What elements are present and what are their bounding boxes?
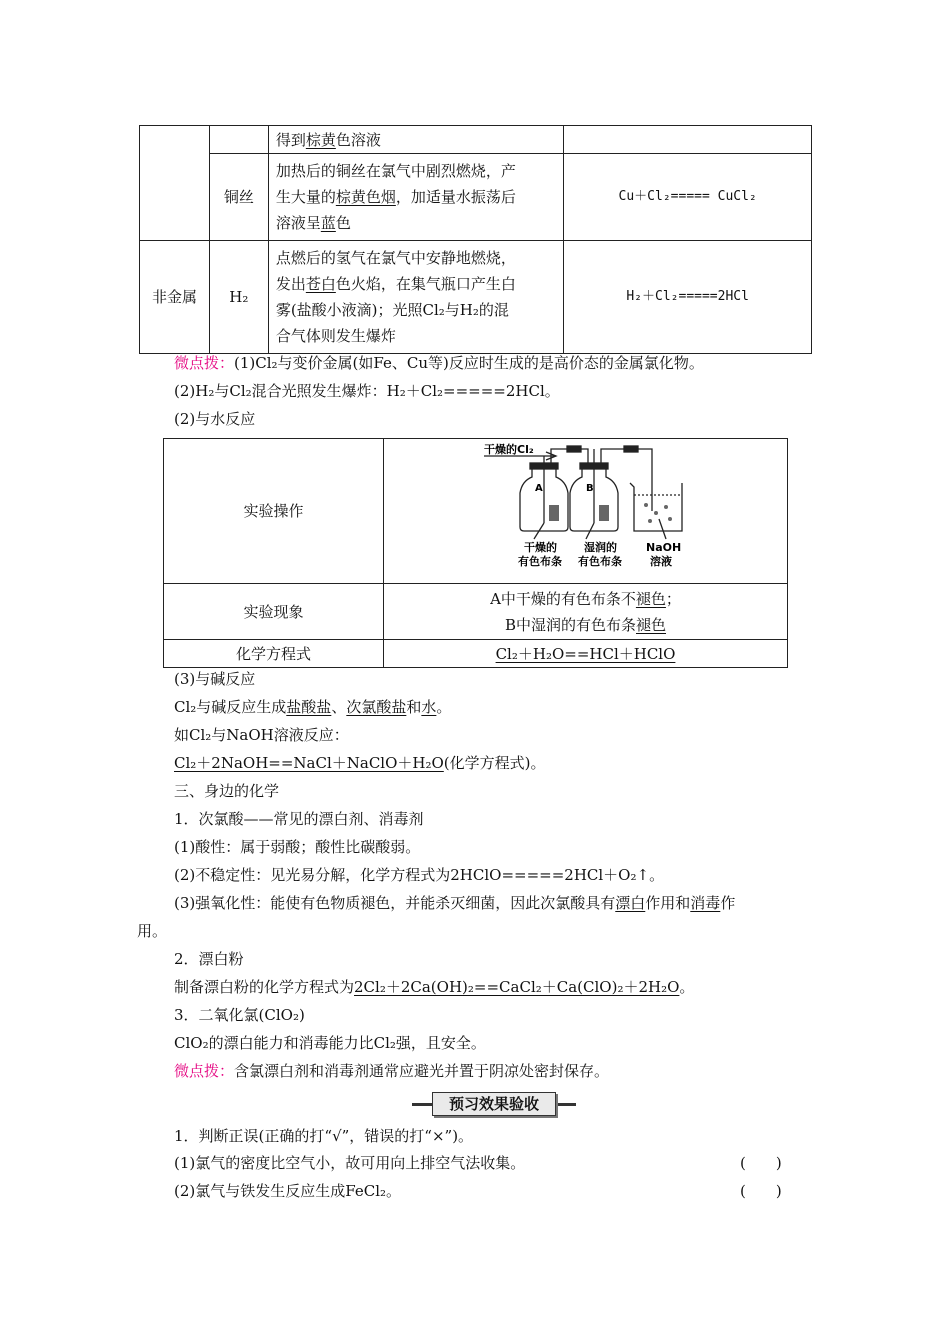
water-heading: (2)与水反应 (174, 410, 256, 428)
banner-title: 预习效果验收 (432, 1092, 556, 1116)
category-cell-nonmetal: 非金属 (140, 241, 210, 354)
reaction-table (139, 125, 812, 354)
op-label-cell: 实验操作 (164, 439, 384, 584)
tip-label: 微点拨： (174, 354, 235, 372)
answer-paren: ( ) (740, 1154, 782, 1172)
bleach-title: 2．漂白粉 (174, 950, 244, 968)
phenomenon-cell-hydrogen (268, 241, 563, 354)
tip-note-3: 微点拨：含氯漂白剂和消毒剂通常应避光并置于阴凉处密封保存。 (174, 1062, 610, 1080)
underlined-answer: 褪色 (635, 589, 666, 608)
hclo-instability: (2)不稳定性：见光易分解，化学方程式为2HClO=====2HCl＋O₂↑。 (174, 866, 665, 884)
underlined-answer: 蓝 (320, 214, 336, 232)
underlined-answer: 2Cl₂＋2Ca(OH)₂==CaCl₂＋Ca(ClO)₂＋2H₂O (354, 978, 680, 996)
wet-cloth-label-1: 湿润的 (584, 541, 617, 554)
underlined-answer: Cl₂＋2NaOH==NaCl＋NaClO＋H₂O (174, 754, 444, 772)
phenomenon-line: 加热后的铜丝在氯气中剧烈燃烧，产 (275, 162, 516, 180)
bottle-b-label: B (586, 483, 594, 494)
base-line-3: Cl₂＋2NaOH==NaCl＋NaClO＋H₂O(化学方程式)。 (174, 754, 546, 772)
clo2-title: 3．二氧化氯(ClO₂) (174, 1006, 305, 1024)
reagent-cell-hydrogen: H₂ (209, 241, 268, 354)
wet-cloth-label-2: 有色布条 (578, 555, 622, 568)
phenomenon-cell: 得到棕黄色溶液 (268, 126, 563, 154)
category-cell-metal (140, 126, 210, 241)
underlined-answer: 次氯酸盐 (346, 698, 407, 716)
phen-line-b: B中湿润的有色布条褪色 (504, 615, 667, 634)
section-banner (412, 1092, 576, 1116)
hclo-acidity: (1)酸性：属于弱酸；酸性比碳酸弱。 (174, 838, 421, 856)
phenomenon-line: 发出苍白色火焰，在集气瓶口产生白 (275, 275, 516, 293)
underlined-answer: 棕黄色烟 (335, 188, 396, 206)
underlined-answer: 漂白 (615, 894, 646, 912)
phenomenon-line: 生大量的棕黄色烟，加适量水振荡后 (275, 188, 516, 206)
phen-line-a: A中干燥的有色布条不褪色； (490, 589, 681, 608)
apparatus-diagram (384, 439, 787, 583)
naoh-label-2: 溶液 (650, 555, 672, 568)
phenomenon-line: 雾(盐酸小液滴)；光照Cl₂与H₂的混 (275, 301, 509, 319)
base-line-2: 如Cl₂与NaOH溶液反应： (174, 726, 349, 744)
clo2-text: ClO₂的漂白能力和消毒能力比Cl₂强，且安全。 (174, 1034, 486, 1052)
hclo-oxidizing-cont: 用。 (137, 922, 168, 940)
water-reaction-table (163, 438, 788, 668)
apparatus-cell (384, 439, 788, 584)
equation-cell-empty (564, 126, 812, 154)
answer-paren: ( ) (740, 1182, 782, 1200)
question-1b: (2)氯气与铁发生反应生成FeCl₂。 (174, 1182, 402, 1200)
underlined-answer: 消毒 (690, 894, 721, 912)
tip-note-2: (2)H₂与Cl₂混合光照发生爆炸：H₂＋Cl₂=====2HCl。 (174, 382, 560, 400)
eq-label-cell: 化学方程式 (164, 640, 384, 668)
phen-cell (384, 584, 788, 640)
underlined-answer: 棕黄 (305, 130, 336, 149)
hclo-title: 1．次氯酸——常见的漂白剂、消毒剂 (174, 810, 424, 828)
underlined-answer: 褪色 (636, 615, 667, 634)
underlined-answer: 盐酸盐 (286, 698, 332, 716)
tip-label: 微点拨： (174, 1062, 235, 1080)
phenomenon-line: 溶液呈蓝色 (275, 214, 351, 232)
bottle-a-label: A (535, 483, 543, 494)
equation-cell-copper: Cu＋Cl₂===== CuCl₂ (564, 154, 812, 241)
base-line-1: Cl₂与碱反应生成盐酸盐、次氯酸盐和水。 (174, 698, 452, 716)
section-heading: 三、身边的化学 (174, 782, 280, 800)
reagent-cell-copper: 铜丝 (209, 154, 268, 241)
dry-cl2-label: 干燥的Cl₂ (484, 443, 534, 456)
question-1a: (1)氯气的密度比空气小，故可用向上排空气法收集。 (174, 1154, 526, 1172)
phen-label-cell: 实验现象 (164, 584, 384, 640)
dry-cloth-label-1: 干燥的 (524, 541, 557, 554)
hclo-oxidizing: (3)强氧化性：能使有色物质褪色，并能杀灭细菌，因此次氯酸具有漂白作用和消毒作 (174, 894, 736, 912)
dry-cloth-label-2: 有色布条 (518, 555, 562, 568)
naoh-label-1: NaOH (646, 541, 682, 554)
underlined-answer: Cl₂＋H₂O==HCl＋HClO (495, 644, 676, 663)
question-1: 1．判断正误(正确的打“√”，错误的打“×”)。 (174, 1127, 474, 1145)
underlined-answer: 苍白 (305, 275, 336, 293)
phenomenon-line: 合气体则发生爆炸 (275, 327, 396, 345)
phenomenon-line: 点燃后的氢气在氯气中安静地燃烧， (275, 249, 516, 267)
base-heading: (3)与碱反应 (174, 670, 256, 688)
bleach-equation: 制备漂白粉的化学方程式为2Cl₂＋2Ca(OH)₂==CaCl₂＋Ca(ClO)₂＋2H₂O。 (174, 978, 695, 996)
underlined-answer: 水 (421, 698, 437, 716)
equation-cell-hydrogen: H₂＋Cl₂=====2HCl (564, 241, 812, 354)
phenomenon-cell-copper (268, 154, 563, 241)
reagent-cell-empty (209, 126, 268, 154)
tip-note-1: 微点拨：(1)Cl₂与变价金属(如Fe、Cu等)反应时生成的是高价态的金属氯化物。 (174, 354, 704, 372)
eq-cell (384, 640, 788, 668)
